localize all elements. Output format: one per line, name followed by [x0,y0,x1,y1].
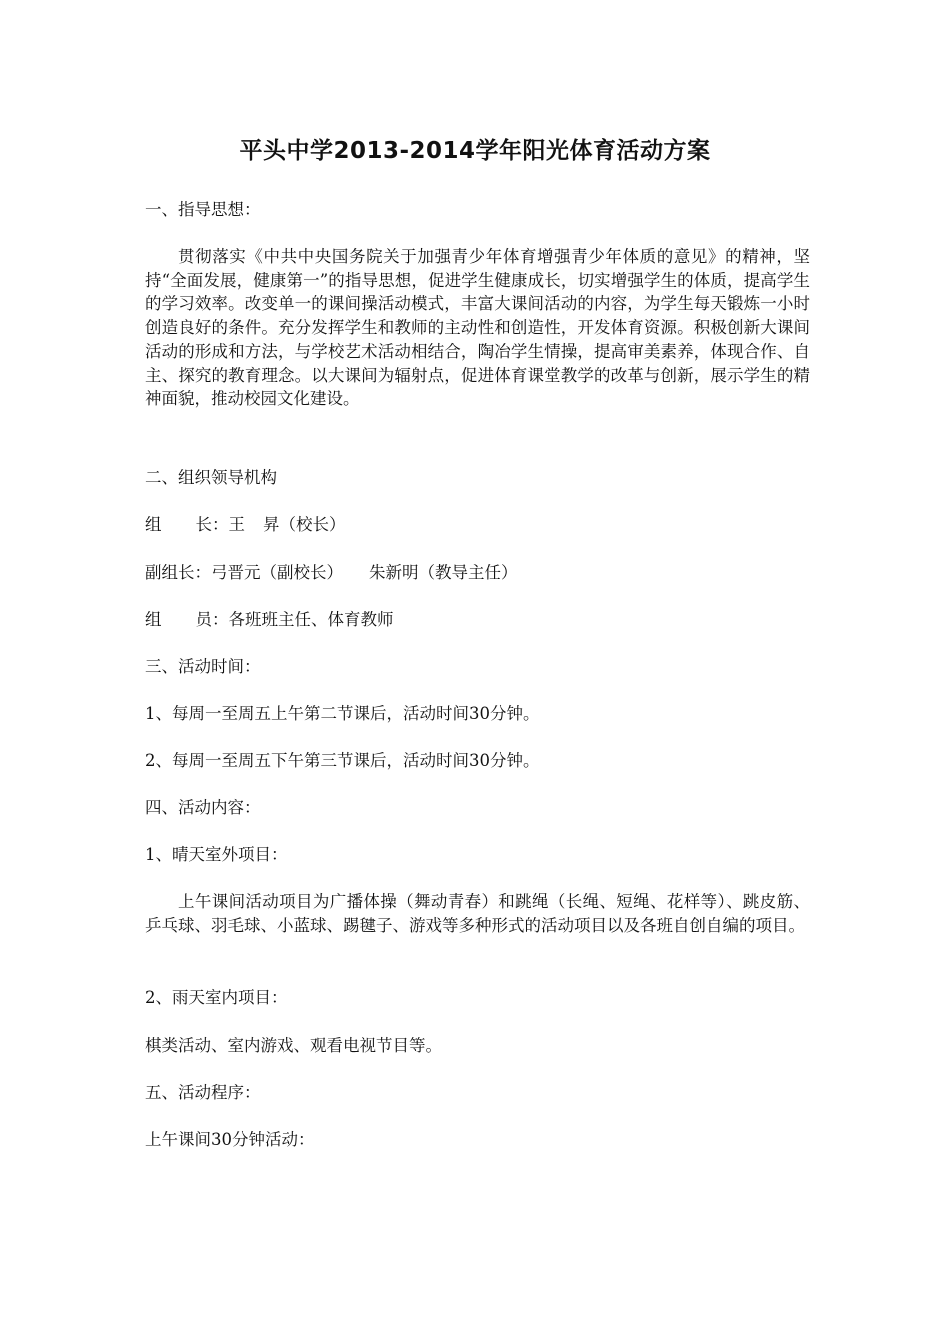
deputy-label: 副组长： [145,563,211,582]
leader-label-b: 长： [195,515,229,534]
section-3-item-2: 2、每周一至周五下午第三节课后，活动时间30分钟。 [145,751,540,770]
member-label-b: 员： [195,610,229,629]
section-5-sub-1: 上午课间30分钟活动： [145,1130,315,1149]
section-4-sub-2-body: 棋类活动、室内游戏、观看电视节目等。 [145,1036,442,1055]
leader-name-b: 昇（校长） [263,515,346,534]
deputy-row [145,561,810,585]
deputy-2: 朱新明（教导主任） [369,563,518,582]
section-4-sub-1: 1、晴天室外项目： [145,845,288,864]
leader-row [145,513,810,537]
leader-label-a: 组 [145,515,162,534]
document-title: 平头中学2013-2014学年阳光体育活动方案 [239,138,711,164]
section-4-sub-1-body: 上午课间活动项目为广播体操（舞动青春）和跳绳（长绳、短绳、花样等）、跳皮筋、乒乓球、羽毛球、小蓝球、踢毽子、游戏等多种形式的活动项目以及各班自创自编的项目。 [145,892,810,935]
section-4-sub-2: 2、雨天室内项目： [145,988,288,1007]
leader-name-a: 王 [228,515,245,534]
member-value: 各班班主任、体育教师 [228,610,394,629]
section-5-heading: 五、活动程序： [145,1083,261,1102]
section-4-heading: 四、活动内容： [145,798,261,817]
section-1-heading: 一、指导思想： [145,200,261,219]
member-label-a: 组 [145,610,162,629]
section-2-heading: 二、组织领导机构 [145,468,277,487]
deputy-1: 弓晋元（副校长） [211,563,343,582]
section-3-heading: 三、活动时间： [145,657,261,676]
section-1-body: 贯彻落实《中共中央国务院关于加强青少年体育增强青少年体质的意见》的精神，坚持“全面发展，健康第一”的指导思想，促进学生健康成长，切实增强学生的体质，提高学生的学习效率。改变单一的课间操活动模式，丰富大课间活动的内容，为学生每天锻炼一小时创造良好的条件。充分发挥学生和教师的主动性和创造性，开发体育资源。积极创新大课间活动的形成和方法，与学校艺术活动相结合，陶冶学生情操，提高审美素养，体现合作、自主、探究的教育理念。以大课间为辐射点，促进体育课堂教学的改革与创新，展示学生的精神面貌，推动校园文化建设。 [145,247,810,409]
section-3-item-1: 1、每周一至周五上午第二节课后，活动时间30分钟。 [145,704,540,723]
member-row [145,608,810,632]
